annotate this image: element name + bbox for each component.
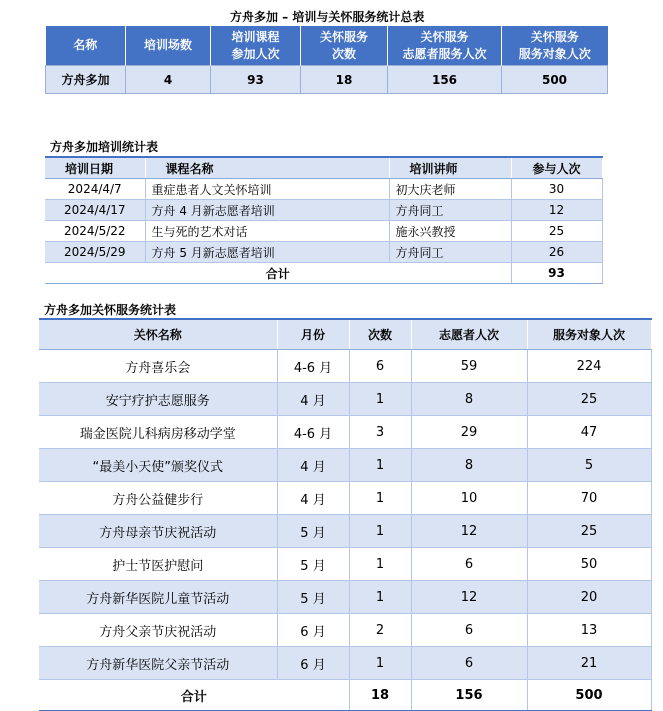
care-row (39, 581, 651, 614)
care-row (39, 383, 651, 416)
summary-cell: 18 (301, 66, 388, 94)
training-total-value: 93 (511, 263, 602, 284)
training-date: 2024/5/29 (45, 242, 145, 263)
summary-header-training-sessions: 培训场数 (126, 26, 211, 66)
care-total-row (39, 680, 651, 711)
care-times: 6 (349, 350, 411, 383)
training-header-attendance: 参与人次 (511, 157, 602, 179)
care-name: 方舟公益健步行 (39, 482, 277, 515)
training-attendance: 12 (511, 200, 602, 221)
summary-table-title: 方舟多加 – 培训与关怀服务统计总表 (230, 10, 425, 24)
care-month: 6 月 (277, 614, 349, 647)
care-total-times: 18 (349, 680, 411, 711)
care-name: 方舟喜乐会 (39, 350, 277, 383)
care-volunteers: 6 (411, 548, 527, 581)
care-month: 4 月 (277, 482, 349, 515)
care-recipients: 70 (527, 482, 651, 515)
care-recipients: 20 (527, 581, 651, 614)
care-times: 2 (349, 614, 411, 647)
summary-header-row (46, 26, 608, 66)
care-times: 1 (349, 515, 411, 548)
training-attendance: 26 (511, 242, 602, 263)
summary-cell: 93 (211, 66, 301, 94)
care-total-recipients: 500 (527, 680, 651, 711)
care-times: 1 (349, 383, 411, 416)
care-name: 安宁疗护志愿服务 (39, 383, 277, 416)
summary-data-row (46, 66, 608, 94)
care-name: 方舟父亲节庆祝活动 (39, 614, 277, 647)
care-header-volunteers: 志愿者人次 (411, 319, 527, 350)
care-recipients: 13 (527, 614, 651, 647)
care-recipients: 5 (527, 449, 651, 482)
care-row (39, 515, 651, 548)
care-recipients: 25 (527, 515, 651, 548)
care-table (39, 318, 652, 711)
training-header-date: 培训日期 (45, 157, 145, 179)
training-total-label: 合计 (45, 263, 511, 284)
summary-header-training-attendance: 培训课程 参加人次 (211, 26, 301, 66)
summary-header-care-volunteers: 关怀服务 志愿者服务人次 (388, 26, 502, 66)
summary-table (45, 26, 608, 94)
care-row (39, 548, 651, 581)
training-lecturer: 方舟同工 (389, 200, 511, 221)
care-name: 方舟母亲节庆祝活动 (39, 515, 277, 548)
training-course: 方舟 5 月新志愿者培训 (145, 242, 389, 263)
care-row (39, 350, 651, 383)
training-date: 2024/4/7 (45, 179, 145, 200)
care-row (39, 449, 651, 482)
care-volunteers: 29 (411, 416, 527, 449)
training-table-title: 方舟多加培训统计表 (50, 140, 159, 154)
care-volunteers: 12 (411, 515, 527, 548)
care-recipients: 25 (527, 383, 651, 416)
care-table-title: 方舟多加关怀服务统计表 (44, 303, 177, 317)
care-row (39, 416, 651, 449)
care-header-recipients: 服务对象人次 (527, 319, 651, 350)
care-row (39, 614, 651, 647)
care-month: 4 月 (277, 449, 349, 482)
training-attendance: 25 (511, 221, 602, 242)
summary-header-care-times: 关怀服务 次数 (301, 26, 388, 66)
care-times: 3 (349, 416, 411, 449)
training-lecturer: 方舟同工 (389, 242, 511, 263)
care-recipients: 224 (527, 350, 651, 383)
care-volunteers: 8 (411, 383, 527, 416)
care-times: 1 (349, 647, 411, 680)
training-total-row (45, 263, 602, 284)
training-row (45, 200, 602, 221)
training-lecturer: 初大庆老师 (389, 179, 511, 200)
care-row (39, 647, 651, 680)
care-recipients: 47 (527, 416, 651, 449)
care-volunteers: 6 (411, 647, 527, 680)
care-month: 5 月 (277, 581, 349, 614)
care-total-label: 合计 (39, 680, 349, 711)
training-header-row (45, 157, 602, 179)
training-row (45, 179, 602, 200)
care-volunteers: 12 (411, 581, 527, 614)
care-header-row (39, 319, 651, 350)
care-month: 4-6 月 (277, 350, 349, 383)
care-header-month: 月份 (277, 319, 349, 350)
summary-header-care-recipients: 关怀服务 服务对象人次 (502, 26, 608, 66)
care-total-volunteers: 156 (411, 680, 527, 711)
training-date: 2024/5/22 (45, 221, 145, 242)
care-name: “最美小天使”颁奖仪式 (39, 449, 277, 482)
care-month: 4 月 (277, 383, 349, 416)
training-course: 生与死的艺术对话 (145, 221, 389, 242)
care-name: 方舟新华医院父亲节活动 (39, 647, 277, 680)
summary-header-name: 名称 (46, 26, 126, 66)
training-row (45, 221, 602, 242)
care-times: 1 (349, 581, 411, 614)
care-month: 5 月 (277, 548, 349, 581)
care-times: 1 (349, 482, 411, 515)
training-course: 重症患者人文关怀培训 (145, 179, 389, 200)
care-row (39, 482, 651, 515)
training-row (45, 242, 602, 263)
care-name: 瑞金医院儿科病房移动学堂 (39, 416, 277, 449)
care-recipients: 21 (527, 647, 651, 680)
care-times: 1 (349, 548, 411, 581)
training-header-lecturer: 培训讲师 (389, 157, 511, 179)
training-attendance: 30 (511, 179, 602, 200)
care-month: 6 月 (277, 647, 349, 680)
training-course: 方舟 4 月新志愿者培训 (145, 200, 389, 221)
training-date: 2024/4/17 (45, 200, 145, 221)
summary-cell: 4 (126, 66, 211, 94)
care-volunteers: 59 (411, 350, 527, 383)
training-header-course: 课程名称 (145, 157, 389, 179)
training-table (45, 156, 603, 284)
summary-cell: 500 (502, 66, 608, 94)
care-volunteers: 8 (411, 449, 527, 482)
care-recipients: 50 (527, 548, 651, 581)
care-header-name: 关怀名称 (39, 319, 277, 350)
summary-cell: 156 (388, 66, 502, 94)
care-name: 护士节医护慰问 (39, 548, 277, 581)
summary-cell: 方舟多加 (46, 66, 126, 94)
care-name: 方舟新华医院儿童节活动 (39, 581, 277, 614)
care-volunteers: 6 (411, 614, 527, 647)
care-month: 5 月 (277, 515, 349, 548)
care-header-times: 次数 (349, 319, 411, 350)
training-lecturer: 施永兴教授 (389, 221, 511, 242)
care-month: 4-6 月 (277, 416, 349, 449)
care-volunteers: 10 (411, 482, 527, 515)
care-times: 1 (349, 449, 411, 482)
